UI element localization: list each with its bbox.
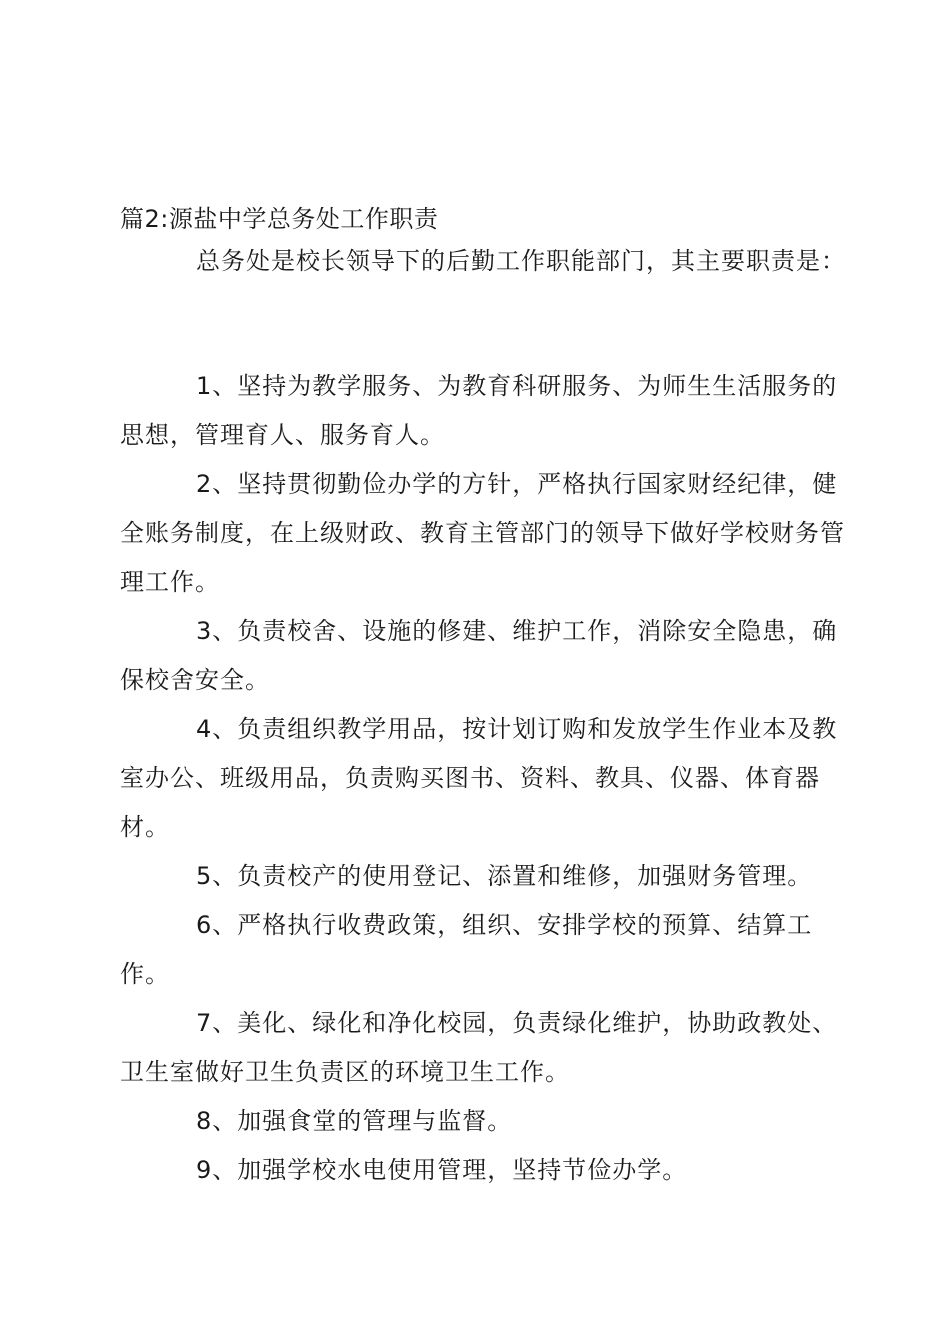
duty-item-2: 2、坚持贯彻勤俭办学的方针，严格执行国家财经纪律，健全账务制度，在上级财政、教育主管部门的领导下做好学校财务管理工作。 xyxy=(120,470,845,596)
duty-item-5: 5、负责校产的使用登记、添置和维修，加强财务管理。 xyxy=(196,862,813,890)
duty-item-9: 9、加强学校水电使用管理，坚持节俭办学。 xyxy=(196,1156,688,1184)
intro-paragraph: 总务处是校长领导下的后勤工作职能部门，其主要职责是： xyxy=(196,247,846,275)
duty-item-8: 8、加强食堂的管理与监督。 xyxy=(196,1107,513,1135)
paragraph-gap xyxy=(120,282,850,362)
document-body xyxy=(120,198,850,1195)
duty-item-6: 6、严格执行收费政策，组织、安排学校的预算、结算工作。 xyxy=(120,911,813,988)
duty-item-7: 7、美化、绿化和净化校园，负责绿化维护，协助政教处、卫生室做好卫生负责区的环境卫生工作。 xyxy=(120,1009,838,1086)
duty-item-1: 1、坚持为教学服务、为教育科研服务、为师生生活服务的思想，管理育人、服务育人。 xyxy=(120,372,838,449)
document-title: 篇2:源盐中学总务处工作职责 xyxy=(120,205,439,233)
duty-item-4: 4、负责组织教学用品，按计划订购和发放学生作业本及教室办公、班级用品，负责购买图书、资料、教具、仪器、体育器材。 xyxy=(120,715,838,841)
duty-item-3: 3、负责校舍、设施的修建、维护工作，消除安全隐患，确保校舍安全。 xyxy=(120,617,838,694)
